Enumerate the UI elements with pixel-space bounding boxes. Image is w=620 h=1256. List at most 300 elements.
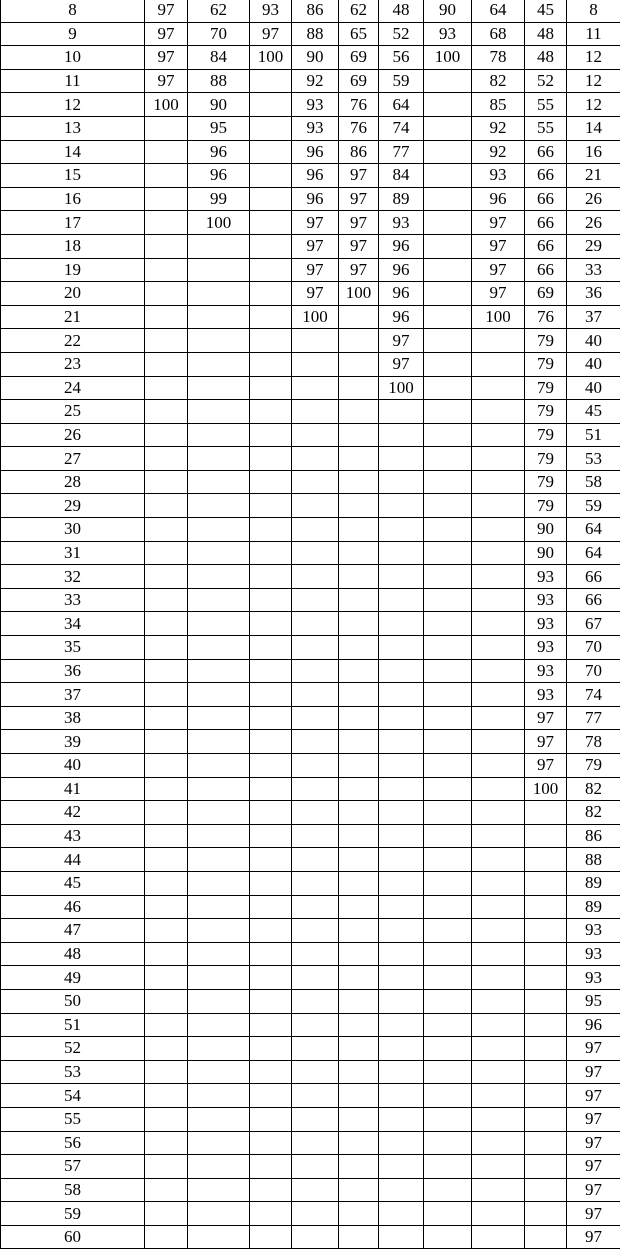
table-cell <box>250 1107 292 1131</box>
table-cell <box>379 494 424 518</box>
table-cell <box>424 777 472 801</box>
table-row <box>1 1013 620 1037</box>
table-cell: 64 <box>472 0 525 22</box>
row-label-cell: 38 <box>1 706 145 730</box>
table-cell <box>472 801 525 825</box>
table-cell: 97 <box>472 211 525 235</box>
table-cell <box>472 1178 525 1202</box>
table-cell: 59 <box>379 69 424 93</box>
table-cell <box>292 1107 339 1131</box>
row-label-cell: 54 <box>1 1084 145 1108</box>
table-cell <box>292 919 339 943</box>
table-cell <box>145 1037 188 1061</box>
row-label-cell: 25 <box>1 400 145 424</box>
table-cell <box>145 1225 188 1249</box>
table-cell: 76 <box>339 116 379 140</box>
table-cell <box>188 447 250 471</box>
row-label-cell: 44 <box>1 848 145 872</box>
table-cell: 97 <box>292 282 339 306</box>
table-cell: 79 <box>525 329 567 353</box>
table-cell <box>145 588 188 612</box>
table-cell <box>424 116 472 140</box>
table-cell <box>472 376 525 400</box>
table-cell <box>525 989 567 1013</box>
table-cell: 70 <box>188 22 250 46</box>
table-cell <box>525 1202 567 1226</box>
row-label-cell: 13 <box>1 116 145 140</box>
table-cell: 12 <box>567 69 620 93</box>
table-cell <box>379 423 424 447</box>
table-row <box>1 470 620 494</box>
table-cell <box>424 470 472 494</box>
table-row <box>1 234 620 258</box>
table-cell <box>188 706 250 730</box>
table-cell: 76 <box>525 305 567 329</box>
table-cell: 79 <box>525 376 567 400</box>
table-cell <box>250 541 292 565</box>
table-cell <box>292 1037 339 1061</box>
table-cell <box>379 777 424 801</box>
table-cell <box>145 706 188 730</box>
table-cell <box>188 258 250 282</box>
table-cell <box>339 1013 379 1037</box>
table-cell: 96 <box>292 164 339 188</box>
table-cell <box>339 565 379 589</box>
table-cell: 97 <box>250 22 292 46</box>
table-cell <box>188 565 250 589</box>
table-cell <box>188 1084 250 1108</box>
table-cell <box>379 871 424 895</box>
table-cell <box>424 1225 472 1249</box>
table-row <box>1 494 620 518</box>
row-label-cell: 48 <box>1 942 145 966</box>
table-cell <box>188 1155 250 1179</box>
table-cell: 90 <box>525 541 567 565</box>
table-cell <box>145 895 188 919</box>
table-cell <box>472 1060 525 1084</box>
table-cell <box>379 1202 424 1226</box>
table-cell <box>292 942 339 966</box>
row-label-cell: 34 <box>1 612 145 636</box>
table-cell <box>292 966 339 990</box>
table-cell: 97 <box>525 706 567 730</box>
table-row <box>1 423 620 447</box>
table-cell <box>250 754 292 778</box>
table-cell: 90 <box>292 46 339 70</box>
table-cell <box>379 1037 424 1061</box>
table-row <box>1 400 620 424</box>
table-cell <box>424 140 472 164</box>
table-cell <box>424 1107 472 1131</box>
table-cell: 100 <box>525 777 567 801</box>
table-cell <box>292 730 339 754</box>
table-cell <box>424 588 472 612</box>
table-cell <box>250 93 292 117</box>
table-cell <box>339 494 379 518</box>
table-cell <box>188 730 250 754</box>
table-cell: 93 <box>525 565 567 589</box>
table-cell <box>188 282 250 306</box>
table-cell <box>188 1037 250 1061</box>
table-cell <box>472 1225 525 1249</box>
table-cell <box>424 1155 472 1179</box>
table-cell <box>250 1131 292 1155</box>
row-label-cell: 24 <box>1 376 145 400</box>
table-cell <box>424 824 472 848</box>
table-cell <box>145 1107 188 1131</box>
table-cell <box>424 329 472 353</box>
table-cell: 97 <box>339 234 379 258</box>
row-label-cell: 28 <box>1 470 145 494</box>
table-cell <box>292 801 339 825</box>
table-cell <box>339 966 379 990</box>
row-label-cell: 50 <box>1 989 145 1013</box>
table-cell <box>472 1037 525 1061</box>
table-cell <box>250 565 292 589</box>
table-cell <box>339 588 379 612</box>
table-cell: 84 <box>379 164 424 188</box>
table-cell: 96 <box>292 140 339 164</box>
table-cell <box>525 942 567 966</box>
table-cell <box>145 989 188 1013</box>
table-cell: 16 <box>567 140 620 164</box>
row-label-cell: 18 <box>1 234 145 258</box>
table-cell <box>145 447 188 471</box>
table-cell <box>472 989 525 1013</box>
row-label-cell: 14 <box>1 140 145 164</box>
table-row <box>1 895 620 919</box>
table-cell <box>250 801 292 825</box>
table-cell <box>339 470 379 494</box>
table-cell: 64 <box>567 541 620 565</box>
table-cell <box>250 730 292 754</box>
table-cell: 93 <box>525 612 567 636</box>
table-cell <box>424 541 472 565</box>
table-cell <box>188 824 250 848</box>
table-cell <box>379 942 424 966</box>
table-cell <box>250 234 292 258</box>
table-cell <box>424 636 472 660</box>
table-cell <box>145 140 188 164</box>
table-cell <box>292 683 339 707</box>
table-cell: 11 <box>567 22 620 46</box>
table-cell: 62 <box>339 0 379 22</box>
table-cell <box>188 754 250 778</box>
table-cell <box>379 541 424 565</box>
table-row <box>1 140 620 164</box>
table-cell <box>292 1225 339 1249</box>
table-cell <box>292 895 339 919</box>
table-cell <box>250 1178 292 1202</box>
table-cell: 36 <box>567 282 620 306</box>
table-cell <box>424 187 472 211</box>
table-cell: 93 <box>525 683 567 707</box>
row-label-cell: 27 <box>1 447 145 471</box>
table-cell <box>424 1037 472 1061</box>
table-cell <box>292 824 339 848</box>
table-cell <box>424 942 472 966</box>
table-cell <box>525 1131 567 1155</box>
table-cell: 45 <box>567 400 620 424</box>
table-cell: 66 <box>567 565 620 589</box>
table-cell: 97 <box>567 1084 620 1108</box>
table-cell <box>250 400 292 424</box>
table-cell <box>145 1084 188 1108</box>
table-cell <box>188 1202 250 1226</box>
table-cell <box>525 1178 567 1202</box>
table-cell <box>250 494 292 518</box>
table-cell <box>339 612 379 636</box>
table-cell: 97 <box>567 1037 620 1061</box>
table-cell: 97 <box>472 282 525 306</box>
table-cell <box>339 1131 379 1155</box>
table-row <box>1 588 620 612</box>
table-cell: 100 <box>250 46 292 70</box>
row-label-cell: 9 <box>1 22 145 46</box>
table-cell: 48 <box>525 46 567 70</box>
table-cell <box>145 730 188 754</box>
table-cell: 68 <box>472 22 525 46</box>
table-cell <box>188 352 250 376</box>
table-cell <box>379 895 424 919</box>
table-cell <box>424 69 472 93</box>
table-cell <box>250 895 292 919</box>
table-cell <box>292 447 339 471</box>
table-cell <box>292 352 339 376</box>
table-cell <box>472 612 525 636</box>
table-cell <box>145 1060 188 1084</box>
table-cell <box>424 754 472 778</box>
table-cell: 93 <box>424 22 472 46</box>
table-cell: 96 <box>567 1013 620 1037</box>
table-cell <box>424 683 472 707</box>
table-cell <box>379 1225 424 1249</box>
table-cell <box>339 1037 379 1061</box>
table-cell: 99 <box>188 187 250 211</box>
table-cell <box>472 966 525 990</box>
table-cell <box>188 659 250 683</box>
table-cell <box>188 305 250 329</box>
row-label-cell: 29 <box>1 494 145 518</box>
table-cell <box>472 871 525 895</box>
table-row <box>1 22 620 46</box>
table-cell <box>145 305 188 329</box>
table-cell <box>525 1155 567 1179</box>
table-row <box>1 0 620 22</box>
table-cell <box>339 1202 379 1226</box>
table-cell: 12 <box>567 46 620 70</box>
table-cell <box>525 966 567 990</box>
table-cell <box>250 659 292 683</box>
table-cell <box>250 1037 292 1061</box>
row-label-cell: 19 <box>1 258 145 282</box>
table-cell <box>292 494 339 518</box>
table-cell <box>292 541 339 565</box>
table-cell <box>250 282 292 306</box>
table-row <box>1 730 620 754</box>
table-cell <box>379 730 424 754</box>
table-cell: 90 <box>525 518 567 542</box>
table-row <box>1 1225 620 1249</box>
table-cell: 29 <box>567 234 620 258</box>
table-cell: 33 <box>567 258 620 282</box>
table-cell <box>472 565 525 589</box>
table-cell <box>424 871 472 895</box>
table-cell <box>250 706 292 730</box>
table-cell: 56 <box>379 46 424 70</box>
table-cell: 79 <box>525 447 567 471</box>
table-cell: 84 <box>188 46 250 70</box>
table-cell <box>145 565 188 589</box>
table-cell <box>379 1155 424 1179</box>
table-cell: 21 <box>567 164 620 188</box>
table-cell: 100 <box>379 376 424 400</box>
table-cell: 77 <box>379 140 424 164</box>
table-cell <box>145 919 188 943</box>
table-cell: 96 <box>188 164 250 188</box>
table-cell: 97 <box>145 22 188 46</box>
table-cell <box>525 848 567 872</box>
table-cell <box>424 565 472 589</box>
table-cell <box>250 376 292 400</box>
table-cell <box>339 352 379 376</box>
row-label-cell: 11 <box>1 69 145 93</box>
table-cell <box>379 801 424 825</box>
table-cell <box>424 423 472 447</box>
table-cell: 95 <box>567 989 620 1013</box>
table-cell: 100 <box>472 305 525 329</box>
table-cell <box>292 470 339 494</box>
table-cell: 97 <box>292 234 339 258</box>
table-cell <box>379 612 424 636</box>
table-cell <box>472 1107 525 1131</box>
table-row <box>1 211 620 235</box>
table-cell <box>525 1037 567 1061</box>
table-cell: 97 <box>525 730 567 754</box>
table-row <box>1 46 620 70</box>
table-cell <box>250 352 292 376</box>
row-label-cell: 23 <box>1 352 145 376</box>
table-cell <box>188 1131 250 1155</box>
table-cell: 64 <box>567 518 620 542</box>
table-cell <box>379 1060 424 1084</box>
table-cell <box>145 754 188 778</box>
table-cell <box>145 187 188 211</box>
row-label-cell: 10 <box>1 46 145 70</box>
table-cell: 97 <box>567 1131 620 1155</box>
table-cell <box>339 754 379 778</box>
table-cell <box>250 1225 292 1249</box>
row-label-cell: 37 <box>1 683 145 707</box>
table-cell <box>292 565 339 589</box>
table-cell <box>145 871 188 895</box>
table-row <box>1 612 620 636</box>
row-label-cell: 53 <box>1 1060 145 1084</box>
table-cell <box>292 989 339 1013</box>
row-label-cell: 52 <box>1 1037 145 1061</box>
table-row <box>1 683 620 707</box>
row-label-cell: 8 <box>1 0 145 22</box>
table-cell <box>145 683 188 707</box>
table-cell <box>145 659 188 683</box>
table-cell: 97 <box>472 258 525 282</box>
table-cell <box>145 801 188 825</box>
table-cell: 100 <box>339 282 379 306</box>
table-cell: 85 <box>472 93 525 117</box>
table-cell: 97 <box>292 258 339 282</box>
table-cell: 100 <box>188 211 250 235</box>
table-cell: 100 <box>424 46 472 70</box>
table-cell <box>424 730 472 754</box>
row-label-cell: 55 <box>1 1107 145 1131</box>
table-cell: 86 <box>339 140 379 164</box>
table-cell: 97 <box>145 46 188 70</box>
table-cell <box>188 1060 250 1084</box>
table-row <box>1 352 620 376</box>
table-cell <box>250 140 292 164</box>
table-cell <box>188 895 250 919</box>
table-cell: 66 <box>525 234 567 258</box>
row-label-cell: 17 <box>1 211 145 235</box>
table-cell <box>250 683 292 707</box>
table-cell <box>188 919 250 943</box>
row-label-cell: 21 <box>1 305 145 329</box>
table-cell: 8 <box>567 0 620 22</box>
table-cell: 69 <box>339 69 379 93</box>
row-label-cell: 45 <box>1 871 145 895</box>
row-label-cell: 43 <box>1 824 145 848</box>
table-cell: 100 <box>145 93 188 117</box>
table-cell: 70 <box>567 659 620 683</box>
table-cell <box>188 400 250 424</box>
row-label-cell: 47 <box>1 919 145 943</box>
table-cell <box>525 1013 567 1037</box>
table-cell <box>250 942 292 966</box>
table-cell <box>472 352 525 376</box>
table-cell <box>424 848 472 872</box>
table-cell: 93 <box>525 588 567 612</box>
table-row <box>1 116 620 140</box>
table-cell <box>472 942 525 966</box>
table-cell <box>188 1178 250 1202</box>
table-cell <box>424 1084 472 1108</box>
table-row <box>1 919 620 943</box>
table-cell <box>379 518 424 542</box>
table-cell: 69 <box>339 46 379 70</box>
table-cell <box>424 612 472 636</box>
table-cell <box>339 305 379 329</box>
table-cell <box>379 1131 424 1155</box>
row-label-cell: 15 <box>1 164 145 188</box>
table-cell <box>472 895 525 919</box>
table-cell: 93 <box>472 164 525 188</box>
table-cell <box>472 848 525 872</box>
table-cell: 96 <box>472 187 525 211</box>
row-label-cell: 35 <box>1 636 145 660</box>
table-row <box>1 989 620 1013</box>
table-cell: 97 <box>472 234 525 258</box>
row-label-cell: 60 <box>1 1225 145 1249</box>
table-cell <box>472 659 525 683</box>
table-cell <box>472 636 525 660</box>
table-cell <box>525 824 567 848</box>
table-cell <box>339 777 379 801</box>
row-label-cell: 33 <box>1 588 145 612</box>
table-cell <box>525 919 567 943</box>
table-cell <box>472 494 525 518</box>
table-cell: 48 <box>525 22 567 46</box>
table-cell <box>379 848 424 872</box>
